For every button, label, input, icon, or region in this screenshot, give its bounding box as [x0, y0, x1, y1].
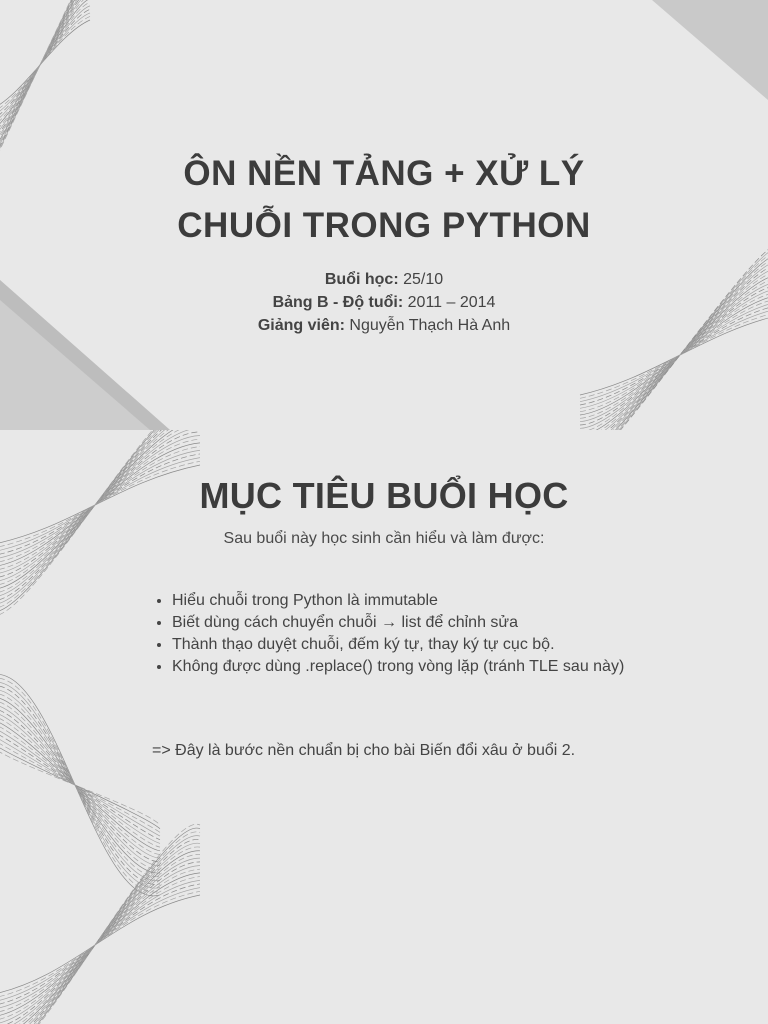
list-item: • Hiểu chuỗi trong Python là immutable [172, 590, 632, 612]
list-item: • Biết dùng cách chuyển chuỗi → list để chỉnh sửa [172, 612, 632, 634]
wave-line [0, 697, 160, 873]
wave-line [0, 873, 200, 1017]
intro-text: Sau buổi này học sinh cần hiểu và làm được: [223, 530, 545, 547]
wave-line [0, 712, 160, 858]
wave-line [0, 430, 200, 612]
wave-line [0, 0, 90, 149]
wave-line [0, 701, 160, 870]
session-value: 25/10 [398, 271, 444, 288]
wave-line [0, 430, 200, 616]
wave-line [0, 674, 160, 896]
wave-line [0, 839, 200, 1024]
wave-line [0, 880, 200, 1009]
wave-line [0, 862, 200, 1024]
wave-line [0, 708, 160, 862]
wave-line [0, 854, 200, 1024]
title-line-1: ÔN NỀN TẢNG + XỬ LÝ [183, 154, 585, 193]
left-wave-lines-bottom [0, 824, 200, 1024]
wave-line [0, 824, 200, 1024]
session-info [0, 268, 768, 337]
group-row [0, 291, 768, 314]
session-row [0, 268, 768, 291]
closing-note: => Đây là bước nền chuẩn bị cho bài Biến đổi xâu ở buổi 2. [152, 742, 576, 759]
wave-line [0, 836, 200, 1024]
list-item: • Thành thạo duyệt chuỗi, đếm ký tự, thay ký tự cục bộ. [172, 634, 632, 656]
teacher-label: Giảng viên: [257, 317, 345, 334]
wave-line [0, 0, 90, 138]
page-title [0, 148, 768, 252]
wave-line [0, 888, 200, 1003]
wave-line [0, 877, 200, 1014]
session-label: Buổi học: [324, 271, 399, 288]
wave-line [0, 682, 160, 888]
objectives-slide [0, 430, 768, 1024]
wave-line [0, 0, 90, 131]
wave-line [0, 866, 200, 1024]
title-slide [0, 0, 768, 430]
teacher-row [0, 314, 768, 337]
wave-line [0, 741, 160, 828]
wave-line [0, 734, 160, 836]
wave-line [0, 716, 160, 855]
wave-line [0, 745, 160, 825]
slide2-decoration [0, 430, 768, 1024]
wave-line [0, 16, 90, 113]
group-value: 2011 – 2014 [403, 294, 496, 311]
title-line-2: CHUỖI TRONG PYTHON [177, 206, 591, 245]
wave-line [0, 869, 200, 1021]
wave-line [0, 832, 200, 1024]
list-item: • Không được dùng .replace() trong vòng lặp (tránh TLE sau này) [172, 656, 632, 678]
wave-line [0, 13, 90, 117]
wave-line [0, 730, 160, 839]
wave-line [0, 738, 160, 833]
wave-line [0, 843, 200, 1024]
section-heading: MỤC TIÊU BUỔI HỌC [199, 475, 569, 516]
wave-line [0, 723, 160, 847]
wave-line [0, 0, 90, 167]
left-wave-lines-middle [0, 674, 160, 896]
wave-line [0, 891, 200, 998]
wave-line [0, 884, 200, 1006]
top-left-wave-lines [0, 0, 90, 171]
wave-line [0, 0, 90, 153]
wave-line [0, 704, 160, 865]
wave-line [0, 0, 90, 142]
wave-line [0, 0, 90, 135]
wave-line [0, 678, 160, 892]
objectives-list [156, 590, 632, 678]
left-wave-lines-top [0, 430, 200, 616]
wave-line [0, 895, 200, 995]
wave-line [0, 858, 200, 1024]
top-right-triangle [652, 0, 768, 100]
wave-line [0, 9, 90, 120]
wave-line [0, 727, 160, 844]
wave-line [0, 0, 90, 171]
wave-line [0, 0, 90, 145]
wave-line [0, 430, 200, 608]
wave-line [0, 693, 160, 877]
wave-line [0, 828, 200, 1024]
group-label: Bảng B - Độ tuổi: [272, 294, 404, 311]
wave-line [0, 0, 90, 160]
wave-line [0, 686, 160, 885]
wave-line [0, 847, 200, 1024]
teacher-value: Nguyễn Thạch Hà Anh [344, 317, 511, 334]
wave-line [0, 0, 90, 163]
wave-line [0, 6, 90, 124]
wave-line [0, 719, 160, 851]
wave-line [0, 689, 160, 880]
wave-line [0, 851, 200, 1024]
wave-line [0, 20, 90, 110]
wave-line [0, 2, 90, 127]
wave-line [0, 0, 90, 156]
